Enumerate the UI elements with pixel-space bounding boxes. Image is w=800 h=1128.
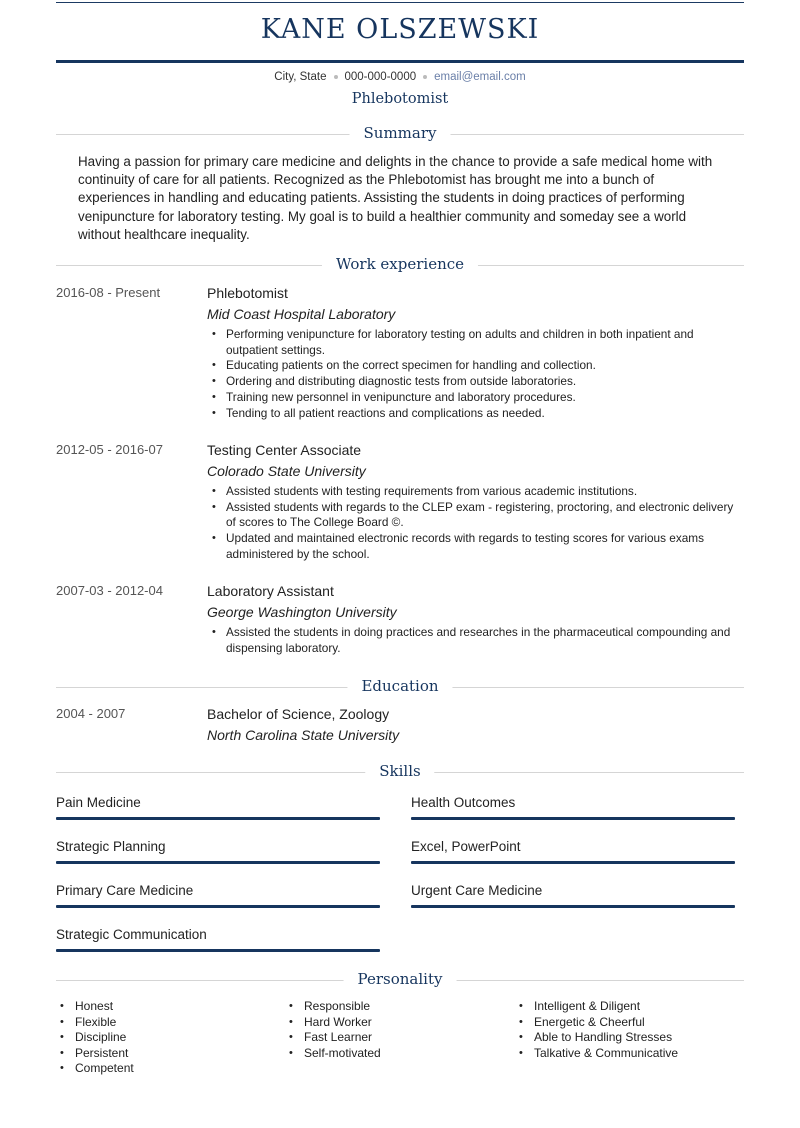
personality-trait: • Intelligent & Diligent [534, 999, 678, 1015]
skill-item [56, 883, 380, 898]
work-bullet: • Tending to all patient reactions and complications as needed. [226, 406, 746, 422]
skill-name: Strategic Communication [56, 927, 207, 942]
contact-phone: 000-000-0000 [344, 71, 417, 83]
skill-name: Urgent Care Medicine [411, 883, 543, 898]
contact-email[interactable]: email@email.com [434, 71, 526, 83]
contact-line [56, 71, 744, 83]
personality-trait: • Competent [75, 1061, 134, 1077]
section-personality-heading: Personality [56, 970, 744, 990]
work-date: 2016-08 - Present [56, 285, 161, 300]
skill-bar [411, 861, 735, 864]
skill-name: Strategic Planning [56, 839, 166, 854]
skill-item [411, 795, 735, 810]
work-date: 2012-05 - 2016-07 [56, 442, 163, 457]
work-bullet: • Educating patients on the correct specimen for handling and collection. [226, 358, 746, 374]
personality-column [75, 999, 134, 1077]
work-organization: Colorado State University [207, 463, 366, 479]
skill-name: Health Outcomes [411, 795, 516, 810]
name-rule [56, 60, 744, 63]
skill-item [411, 839, 735, 854]
personality-trait: • Able to Handling Stresses [534, 1030, 678, 1046]
work-bullets [226, 484, 746, 563]
personality-trait: • Talkative & Communicative [534, 1046, 678, 1062]
personality-trait: • Fast Learner [304, 1030, 381, 1046]
personality-trait: • Energetic & Cheerful [534, 1015, 678, 1031]
work-bullets [226, 327, 746, 421]
dot-separator-icon [423, 75, 427, 79]
contact-city: City, State [274, 71, 327, 83]
personality-trait: • Discipline [75, 1030, 134, 1046]
personality-column [534, 999, 678, 1061]
skill-name: Primary Care Medicine [56, 883, 194, 898]
section-summary-heading: Summary [56, 124, 744, 144]
education-school: North Carolina State University [207, 727, 400, 743]
personality-trait: • Persistent [75, 1046, 134, 1062]
work-role: Laboratory Assistant [207, 583, 334, 599]
work-bullet: • Updated and maintained electronic records with regards to testing scores for various exams administered by the school. [226, 531, 746, 562]
work-bullet: • Assisted the students in doing practices and researches in the pharmaceutical compounding and dispensing laboratory. [226, 625, 746, 656]
work-bullets [226, 625, 746, 656]
section-skills-heading: Skills [56, 762, 744, 782]
skill-item [411, 883, 735, 898]
skill-item [56, 839, 380, 854]
personality-trait: • Responsible [304, 999, 381, 1015]
work-date: 2007-03 - 2012-04 [56, 583, 163, 598]
skill-name: Pain Medicine [56, 795, 141, 810]
work-organization: Mid Coast Hospital Laboratory [207, 306, 396, 322]
skill-bar [56, 817, 380, 820]
work-bullet: • Ordering and distributing diagnostic tests from outside laboratories. [226, 374, 746, 390]
skill-name: Excel, PowerPoint [411, 839, 521, 854]
top-rule [56, 2, 744, 3]
section-work-heading: Work experience [56, 255, 744, 275]
work-bullet: • Training new personnel in venipuncture and laboratory procedures. [226, 390, 746, 406]
skill-bar [56, 949, 380, 952]
skill-bar [411, 817, 735, 820]
work-bullet: • Assisted students with testing requirements from various academic institutions. [226, 484, 746, 500]
skill-item [56, 795, 380, 810]
education-degree: Bachelor of Science, Zoology [207, 706, 390, 722]
skill-bar [56, 861, 380, 864]
dot-separator-icon [334, 75, 338, 79]
summary-text: Having a passion for primary care medicine and delights in the chance to provide a safe medical home with continuity of care for all patients. Recognized as the Phlebotomist has brought me into a bunch of experiences in handling and educating patients. Assisting the students in doing practices of performing venipuncture for laboratory testing. My goal is to build a healthier community and someday see a world without healthcare inequality. [78, 154, 713, 242]
work-bullet: • Performing venipuncture for laboratory testing on adults and children in both inpatient and outpatient settings. [226, 327, 746, 358]
skill-bar [411, 905, 735, 908]
personality-trait: • Self-motivated [304, 1046, 381, 1062]
job-title: Phlebotomist [351, 91, 449, 107]
work-role: Testing Center Associate [207, 442, 362, 458]
personality-trait: • Hard Worker [304, 1015, 381, 1031]
work-organization: George Washington University [207, 604, 397, 620]
personality-column [304, 999, 381, 1061]
skill-item [56, 927, 380, 942]
candidate-name: KANE OLSZEWSKI [260, 14, 540, 45]
personality-trait: • Flexible [75, 1015, 134, 1031]
section-education-heading: Education [56, 677, 744, 697]
work-bullet: • Assisted students with regards to the CLEP exam - registering, proctoring, and electronic delivery of scores to The College Board ©. [226, 500, 746, 531]
work-role: Phlebotomist [207, 285, 288, 301]
personality-trait: • Honest [75, 999, 134, 1015]
education-date: 2004 - 2007 [56, 706, 126, 721]
skill-bar [56, 905, 380, 908]
